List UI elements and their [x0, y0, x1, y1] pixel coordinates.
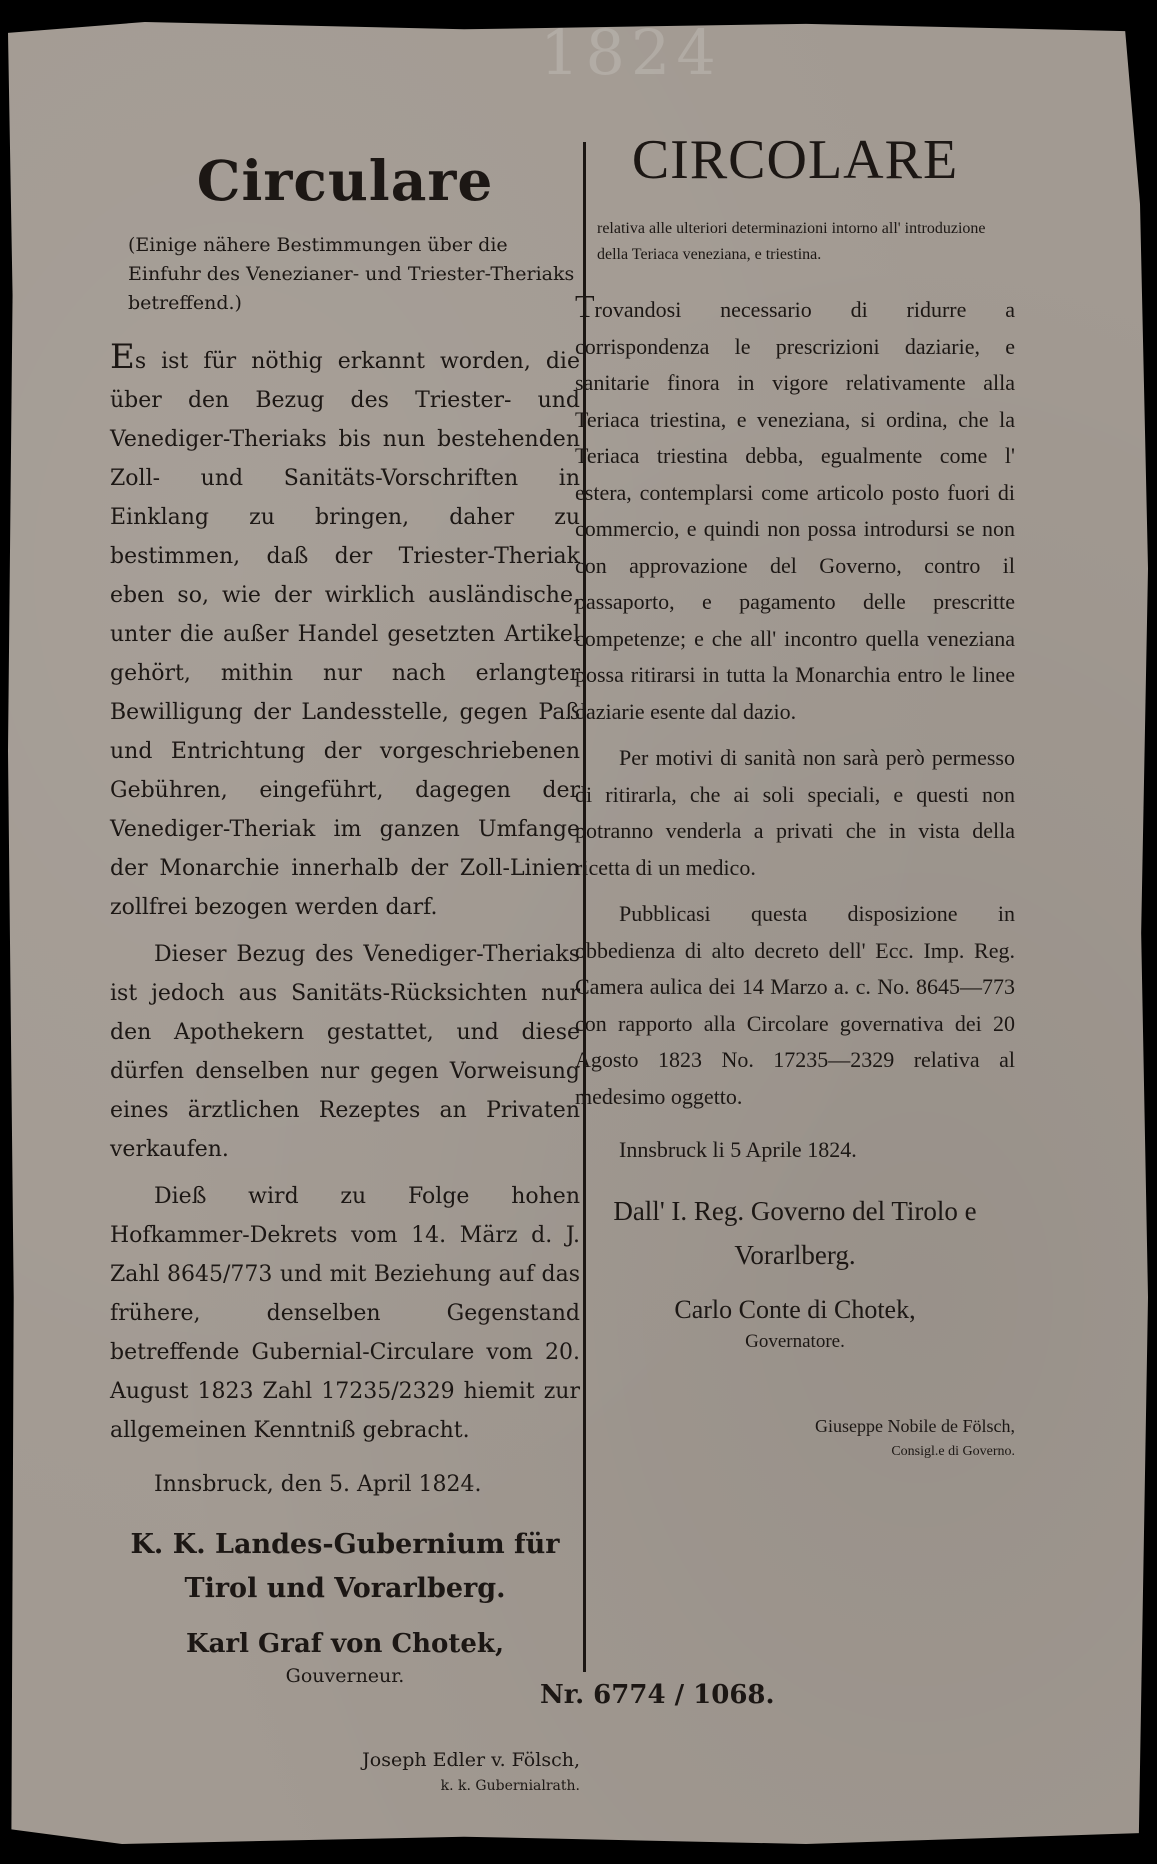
german-countersignature — [110, 1747, 580, 1799]
italian-signer-name: Carlo Conte di Chotek, — [674, 1295, 916, 1324]
italian-title: CIRCOLARE — [631, 129, 959, 191]
italian-signer-title: Governatore. — [745, 1331, 845, 1352]
german-body — [110, 338, 580, 1450]
italian-countersignature — [575, 1413, 1015, 1465]
german-date-line: Innsbruck, den 5. April 1824. — [154, 1472, 482, 1497]
german-subtitle: (Einige nähere Bestimmungen über die Einfuhr des Venezianer- und Triester-Theriaks betreffend.) — [128, 234, 575, 314]
italian-countersigner-name: Giuseppe Nobile de Fölsch, — [815, 1416, 1015, 1436]
italian-subtitle: relativa alle ulteriori determinazioni intorno all' introduzione della Teriaca veneziana, e triestina. — [597, 220, 986, 263]
german-countersigner-name: Joseph Edler v. Fölsch, — [362, 1749, 580, 1771]
italian-countersigner-title: Consigl.e di Governo. — [891, 1444, 1015, 1459]
italian-paragraph-1: Trovandosi necessario di ridurre a corrispondenza le prescrizioni daziarie, e sanitarie finora in vigore relativamente alla Teriaca triestina, e veneziana, si ordina, che la Teriaca triestina debba, egualmente come l' estera, contemplarsi come articolo posto fuori di commercio, e quindi non possa introdursi se non con approvazione del Governo, contro il passaporto, e pagamento delle prescritte competenze; e che all' incontro quella veneziana possa ritirarsi in tutta la Monarchia entro le linee daziarie esente dal dazio. — [575, 288, 1015, 724]
german-countersigner-title: k. k. Gubernialrath. — [440, 1778, 580, 1794]
german-paragraph-3: Dieß wird zu Folge hohen Hofkammer-Dekrets vom 14. März d. J. Zahl 8645/773 und mit Beziehung auf das frühere, denselben Gegenstand betreffende Gubernial-Circulare vom 20. August 1823 Zahl 17235/2329 hiemit zur allgemeinen Kenntniß gebracht. — [110, 1184, 580, 1443]
german-signer-name: Karl Graf von Chotek, — [185, 1629, 505, 1659]
archival-pencil-mark: 1824 — [540, 16, 722, 89]
italian-body — [575, 288, 1015, 1115]
german-paragraph-1: Es ist für nöthig erkannt worden, die über den Bezug des Triester- und Venediger-Theriaks bis nun bestehenden Zoll- und Sanitäts-Vorschriften in Einklang zu bringen, daher zu bestimmen, daß der Triester-Theriak eben so, wie der wirklich ausländische, unter die außer Handel gesetzten Artikel gehört, mithin nur nach erlangter Bewilligung der Landesstelle, gegen Paß und Entrichtung der vorgeschriebenen Gebühren, eingeführt, dagegen der Venediger-Theriak im ganzen Umfange der Monarchie innerhalb der Zoll-Linien zollfrei bezogen werden darf. — [110, 337, 580, 920]
german-paragraph-2: Dieser Bezug des Venediger-Theriaks ist jedoch aus Sanitäts-Rücksichten nur den Apothekern gestattet, und diese dürfen denselben nur gegen Vorweisung eines ärztlichen Rezeptes an Privaten verkaufen. — [110, 942, 580, 1162]
record-number: Nr. 6774 / 1068. — [540, 1680, 775, 1710]
italian-paragraph-2: Per motivi di sanità non sarà però permesso di ritirarla, che ai soli speciali, e questi non potranno venderla a privati che in vista della ricetta di un medico. — [575, 745, 1015, 880]
italian-column — [575, 120, 1015, 1465]
italian-paragraph-3: Pubblicasi questa disposizione in obbedienza di alto decreto dell' Ecc. Imp. Reg. Camera aulica dei 14 Marzo a. c. No. 8645—773 con rapporto alla Circolare governativa dei 20 Agosto 1823 No. 17235—2329 relativa al medesimo oggetto. — [575, 901, 1015, 1109]
german-column — [110, 120, 580, 1799]
italian-authority: Dall' I. Reg. Governo del Tirolo e Vorarlberg. — [613, 1196, 977, 1270]
german-title: Circulare — [196, 148, 494, 213]
german-authority: K. K. Landes-Gubernium für Tirol und Vorarlberg. — [130, 1529, 560, 1604]
italian-date-line: Innsbruck li 5 Aprile 1824. — [619, 1137, 857, 1162]
german-signer-title: Gouverneur. — [285, 1665, 405, 1687]
